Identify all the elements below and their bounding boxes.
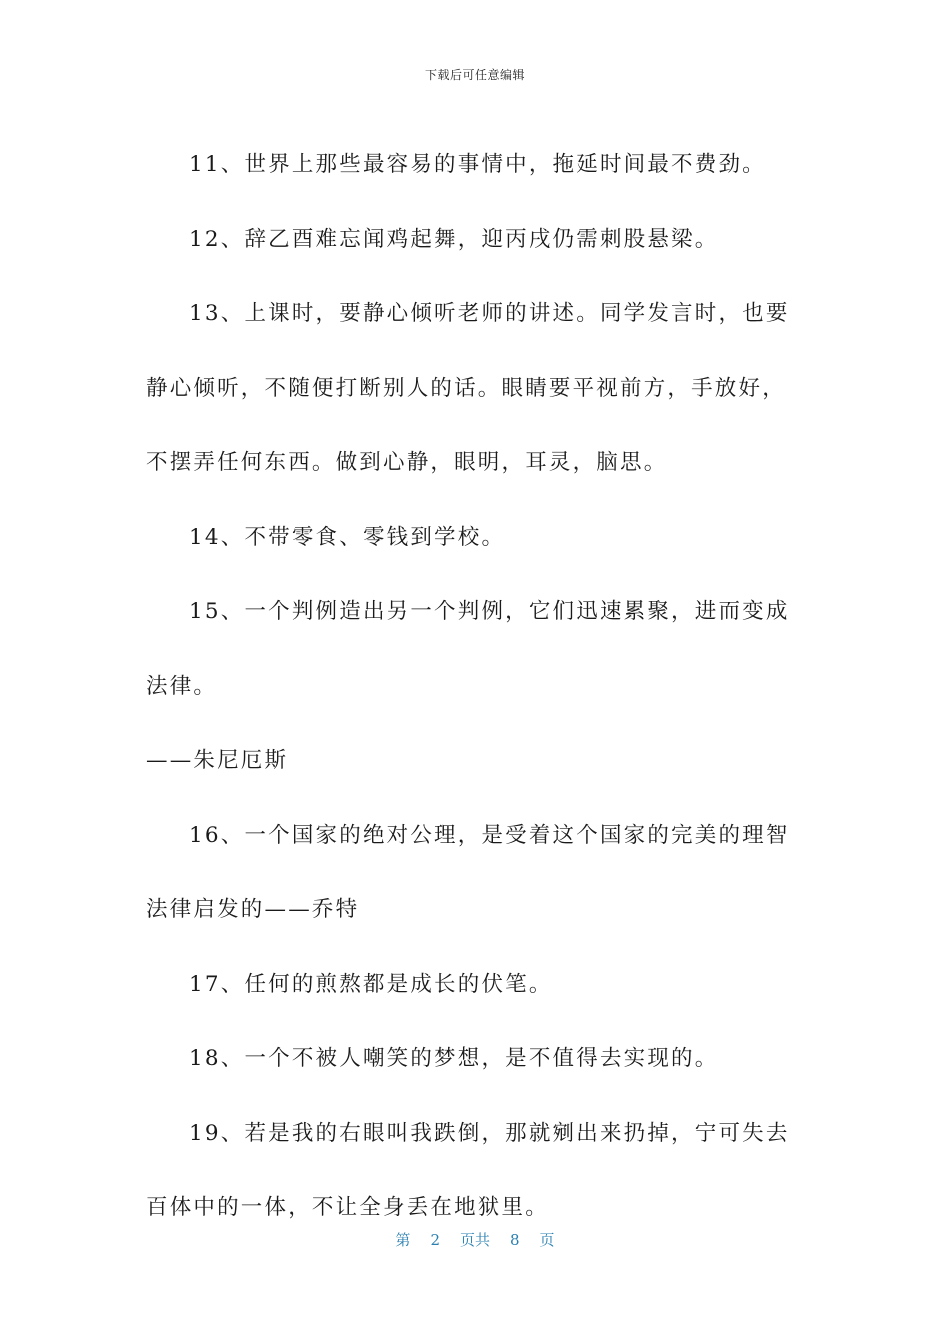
page-header-note: 下载后可任意编辑 [424, 68, 525, 82]
paragraph-15-attribution: ——朱尼厄斯 [146, 748, 289, 773]
paragraph-13: 13、上课时，要静心倾听老师的讲述。同学发言时，也要静心倾听，不随便打断别人的话。眼睛要平视前方，手放好，不摆弄任何东西。做到心静，眼明，耳灵，脑思。 [146, 301, 790, 475]
page-footer [0, 1229, 950, 1250]
paragraph-11: 11、世界上那些最容易的事情中，拖延时间最不费劲。 [189, 152, 766, 177]
paragraph-19: 19、若是我的右眼叫我跌倒，那就剜出来扔掉，宁可失去百体中的一体，不让全身丢在地狱里。 [146, 1120, 790, 1220]
footer-total-label: 页共 [459, 1231, 490, 1249]
footer-page-label: 第 [395, 1231, 411, 1249]
paragraph-15: 15、一个判例造出另一个判例，它们迅速累聚，进而变成法律。 [146, 599, 790, 699]
paragraph-12: 12、辞乙酉难忘闻鸡起舞，迎丙戌仍需刺股悬梁。 [189, 226, 719, 252]
paragraph-16: 16、一个国家的绝对公理，是受着这个国家的完美的理智法律启发的——乔特 [146, 822, 790, 922]
footer-total-pages: 8 [510, 1231, 520, 1249]
footer-page-number: 2 [430, 1231, 440, 1249]
document-body [146, 128, 806, 1246]
paragraph-14: 14、不带零食、零钱到学校。 [189, 524, 506, 550]
paragraph-18: 18、一个不被人嘲笑的梦想，是不值得去实现的。 [189, 1046, 719, 1071]
footer-total-suffix: 页 [539, 1231, 555, 1249]
paragraph-17: 17、任何的煎熬都是成长的伏笔。 [189, 971, 553, 997]
